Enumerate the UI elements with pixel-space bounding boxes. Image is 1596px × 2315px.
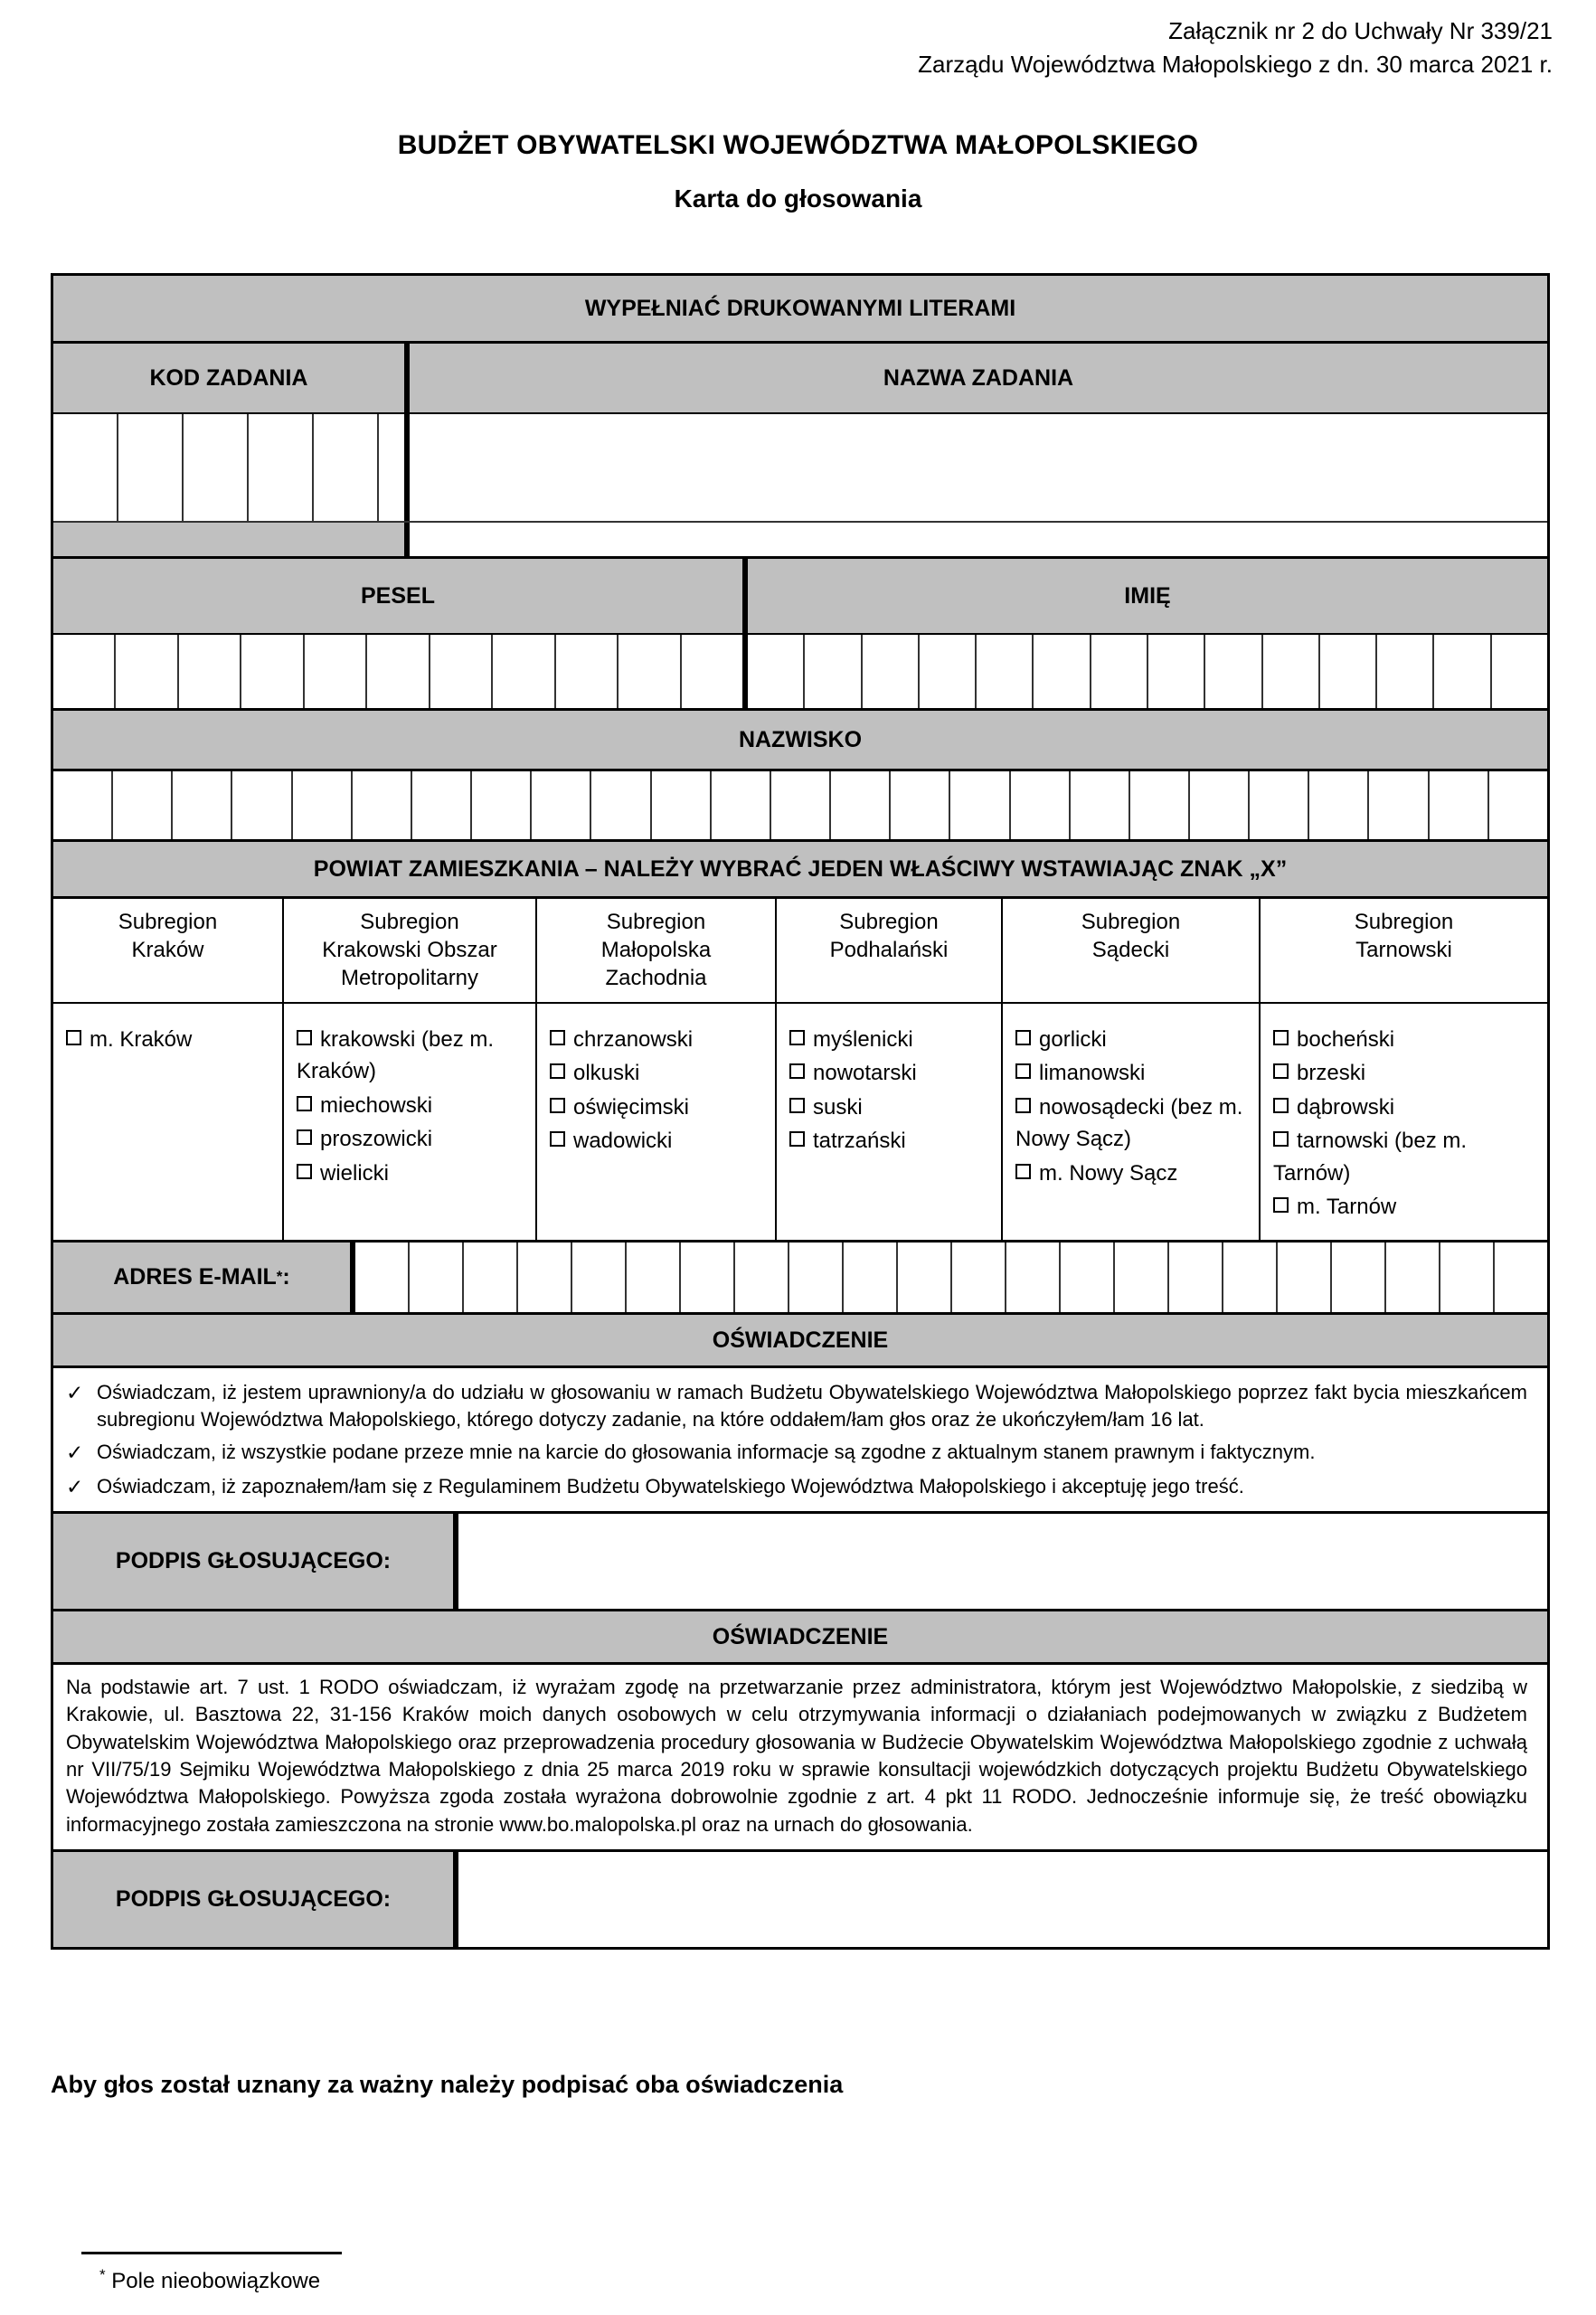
- first-name-box[interactable]: [1034, 635, 1091, 708]
- pesel-box[interactable]: [619, 635, 681, 708]
- first-name-box[interactable]: [863, 635, 920, 708]
- task-code-box[interactable]: [118, 414, 184, 521]
- declaration1-band: OŚWIADCZENIE: [53, 1315, 1547, 1368]
- pesel-label: PESEL: [53, 559, 748, 633]
- subregion-heading-5: [1261, 899, 1547, 1002]
- email-box[interactable]: [789, 1243, 844, 1312]
- first-name-boxes[interactable]: [748, 635, 1547, 708]
- subregion-heading-1: [284, 899, 537, 1002]
- pesel-box[interactable]: [179, 635, 241, 708]
- county-checkbox-label: tarnowski (bez m. Tarnów): [1273, 1129, 1468, 1186]
- county-checkbox-option[interactable]: [66, 1024, 275, 1056]
- county-checkbox-option[interactable]: [789, 1024, 994, 1056]
- first-name-box[interactable]: [1492, 635, 1547, 708]
- email-boxes[interactable]: [355, 1243, 1547, 1312]
- subregion-heading-3: [777, 899, 1003, 1002]
- county-checkbox-option[interactable]: [550, 1091, 768, 1124]
- email-box[interactable]: [1440, 1243, 1495, 1312]
- email-box[interactable]: [1169, 1243, 1223, 1312]
- first-name-box[interactable]: [1320, 635, 1377, 708]
- last-name-box[interactable]: [1011, 771, 1071, 839]
- instruction-band: WYPEŁNIAĆ DRUKOWANYMI LITERAMI: [53, 276, 1547, 344]
- page-title: BUDŻET OBYWATELSKI WOJEWÓDZTWA MAŁOPOLSKIEGO: [397, 130, 1199, 160]
- subregion-heading-line: Zachodnia: [605, 966, 707, 991]
- first-name-box[interactable]: [748, 635, 805, 708]
- footnote-asterisk: *: [99, 2266, 106, 2283]
- checkbox-icon[interactable]: [1273, 1098, 1289, 1113]
- declaration2-signature-label: PODPIS GŁOSUJĄCEGO:: [53, 1852, 458, 1947]
- county-checkbox-option[interactable]: [297, 1123, 528, 1156]
- task-code-filler: [379, 414, 404, 521]
- check-icon: ✓: [66, 1475, 84, 1499]
- task-name-field[interactable]: [410, 414, 1547, 521]
- declaration2-band: OŚWIADCZENIE: [53, 1611, 1547, 1665]
- subregion-options-5: [1261, 1004, 1547, 1240]
- task-code-box[interactable]: [53, 414, 118, 521]
- county-checkbox-label: m. Nowy Sącz: [1039, 1160, 1178, 1186]
- first-name-box[interactable]: [1148, 635, 1205, 708]
- email-box[interactable]: [1332, 1243, 1386, 1312]
- county-checkbox-option[interactable]: [1273, 1057, 1540, 1090]
- declaration-item: [66, 1473, 1527, 1502]
- county-checkbox-label: miechowski: [320, 1092, 433, 1118]
- last-name-box[interactable]: [113, 771, 173, 839]
- county-checkbox-label: nowosądecki (bez m. Nowy Sącz): [1015, 1094, 1243, 1152]
- last-name-box[interactable]: [591, 771, 651, 839]
- county-checkbox-option[interactable]: [1273, 1125, 1540, 1189]
- subregion-heading-0: [53, 899, 284, 1002]
- last-name-box[interactable]: [1369, 771, 1429, 839]
- declaration-item: [66, 1439, 1527, 1468]
- email-box[interactable]: [464, 1243, 518, 1312]
- last-name-box[interactable]: [891, 771, 950, 839]
- email-box[interactable]: [735, 1243, 789, 1312]
- last-name-box[interactable]: [831, 771, 891, 839]
- email-box[interactable]: [844, 1243, 898, 1312]
- county-checkbox-label: m. Kraków: [90, 1026, 193, 1052]
- pesel-box[interactable]: [430, 635, 493, 708]
- voting-form: [51, 273, 1550, 1950]
- checkbox-icon[interactable]: [789, 1030, 805, 1045]
- last-name-box[interactable]: [950, 771, 1010, 839]
- task-row-tail: [53, 521, 1547, 559]
- task-name-field-continued[interactable]: [410, 523, 1547, 556]
- email-box[interactable]: [627, 1243, 681, 1312]
- county-checkbox-option[interactable]: [297, 1024, 528, 1088]
- subregion-heading-line: Subregion: [839, 910, 939, 934]
- subregion-heading-line: Subregion: [360, 910, 459, 934]
- subregion-heading-line: Metropolitarny: [340, 966, 479, 991]
- footnote-divider: [81, 2252, 342, 2254]
- check-icon: ✓: [66, 1380, 84, 1404]
- email-box[interactable]: [952, 1243, 1006, 1312]
- checkbox-icon[interactable]: [1015, 1030, 1031, 1045]
- last-name-box[interactable]: [1071, 771, 1130, 839]
- county-checkbox-label: proszowicki: [320, 1127, 433, 1152]
- email-box[interactable]: [572, 1243, 627, 1312]
- last-name-box[interactable]: [712, 771, 771, 839]
- email-label-colon: :: [282, 1263, 290, 1290]
- subregion-options-row: [53, 1004, 1547, 1243]
- email-box[interactable]: [1386, 1243, 1440, 1312]
- email-box[interactable]: [898, 1243, 952, 1312]
- title-block: [0, 130, 1596, 213]
- declaration1-body: [53, 1368, 1547, 1514]
- county-checkbox-option[interactable]: [1015, 1057, 1251, 1090]
- county-checkbox-label: krakowski (bez m. Kraków): [297, 1026, 495, 1084]
- county-checkbox-option[interactable]: [297, 1158, 528, 1190]
- declaration2-signature-row: [53, 1852, 1547, 1950]
- identity-input-row: [53, 635, 1547, 711]
- last-name-box[interactable]: [652, 771, 712, 839]
- county-checkbox-label: wadowicki: [573, 1129, 673, 1154]
- county-checkbox-label: wielicki: [320, 1160, 390, 1186]
- subregion-heading-line: Kraków: [131, 938, 204, 963]
- first-name-box[interactable]: [1263, 635, 1320, 708]
- checkbox-icon[interactable]: [550, 1131, 565, 1147]
- footnote-text: Pole nieobowiązkowe: [105, 2269, 321, 2293]
- subregion-options-2: [537, 1004, 777, 1240]
- email-label-text: ADRES E-MAIL: [113, 1263, 277, 1290]
- county-checkbox-label: gorlicki: [1039, 1026, 1107, 1052]
- county-checkbox-label: olkuski: [573, 1061, 640, 1086]
- first-name-box[interactable]: [1434, 635, 1491, 708]
- county-checkbox-option[interactable]: [1273, 1024, 1540, 1056]
- declaration-item-text: Oświadczam, iż zapoznałem/łam się z Regulaminem Budżetu Obywatelskiego Województwa Małopolskiego i akceptuję jego treść.: [97, 1475, 1244, 1498]
- email-box[interactable]: [1278, 1243, 1332, 1312]
- declaration2-body: Na podstawie art. 7 ust. 1 RODO oświadczam, iż wyrażam zgodę na przetwarzanie przez administratora, którym jest Województwo Małopolskie, z siedzibą w Krakowie, ul. Basztowa 22, 31-156 Kraków moich danych osobowych w celu otrzymywania informacji o działaniach podejmowanych w związku z Budżetem Obywatelskim Województwa Małopolskiego oraz przeprowadzenia procedury głosowania w Budżecie Obywatelskim Województwa Małopolskiego zgodnie z uchwałą nr VII/75/19 Sejmiku Województwa Małopolskiego z dnia 25 marca 2019 roku w sprawie konsultacji wojewódzkich dotyczących projektu Budżetu Obywatelskiego Województwa Małopolskiego. Powyższa zgoda została wyrażona dobrowolnie zgodnie z art. 4 pkt 11 RODO. Jednocześnie informuje się, że treść obowiązku informacyjnego została zamieszczona na stronie www.bo.malopolska.pl oraz na urnach do głosowania.: [53, 1665, 1547, 1852]
- email-label: [53, 1243, 355, 1312]
- county-checkbox-option[interactable]: [1273, 1091, 1540, 1124]
- county-checkbox-option[interactable]: [789, 1125, 994, 1158]
- checkbox-icon[interactable]: [1015, 1098, 1031, 1113]
- last-name-box[interactable]: [532, 771, 591, 839]
- first-name-box[interactable]: [1377, 635, 1434, 708]
- email-row: [53, 1243, 1547, 1315]
- subregion-options-3: [777, 1004, 1003, 1240]
- checkbox-icon[interactable]: [1273, 1063, 1289, 1079]
- subregion-heading-line: Krakowski Obszar: [322, 938, 497, 963]
- task-header-row: [53, 344, 1547, 414]
- last-name-box[interactable]: [1190, 771, 1250, 839]
- county-checkbox-label: nowotarski: [813, 1061, 917, 1086]
- subregion-heading-line: Subregion: [1081, 910, 1181, 934]
- county-checkbox-option[interactable]: [1015, 1091, 1251, 1156]
- first-name-box[interactable]: [805, 635, 862, 708]
- subregion-options-4: [1003, 1004, 1261, 1240]
- checkbox-icon[interactable]: [66, 1030, 81, 1045]
- pesel-box[interactable]: [53, 635, 116, 708]
- subregion-heading-line: Podhalański: [829, 938, 949, 963]
- identity-header-row: [53, 559, 1547, 635]
- task-code-box[interactable]: [184, 414, 249, 521]
- checkbox-icon[interactable]: [297, 1164, 312, 1179]
- declaration1-signature-row: [53, 1514, 1547, 1611]
- task-input-row: [53, 414, 1547, 521]
- first-name-label: IMIĘ: [1124, 582, 1171, 609]
- subregion-heading-line: Subregion: [606, 910, 706, 934]
- checkbox-icon[interactable]: [1273, 1030, 1289, 1045]
- declaration-item-text: Oświadczam, iż jestem uprawniony/a do udziału w głosowaniu w ramach Budżetu Obywatelskiego Województwa Małopolskiego poprzez fakt bycia mieszkańcem subregionu Województwa Małopolskiego, którego dotyczy zadanie, na które oddałem/łam głos oraz że ukończyłem/łam 16 lat.: [97, 1380, 1527, 1432]
- document-reference: [918, 14, 1553, 81]
- first-name-box[interactable]: [1091, 635, 1148, 708]
- checkbox-icon[interactable]: [297, 1129, 312, 1145]
- pesel-box[interactable]: [367, 635, 430, 708]
- document-reference-line1: Załącznik nr 2 do Uchwały Nr 339/21: [1168, 17, 1553, 44]
- checkbox-icon[interactable]: [789, 1063, 805, 1079]
- last-name-box[interactable]: [293, 771, 353, 839]
- pesel-box[interactable]: [682, 635, 742, 708]
- first-name-box[interactable]: [920, 635, 977, 708]
- checkbox-icon[interactable]: [297, 1030, 312, 1045]
- declaration1-signature-field[interactable]: [458, 1514, 1547, 1609]
- first-name-box[interactable]: [1205, 635, 1262, 708]
- subregion-heading-line: Subregion: [118, 910, 218, 934]
- email-box[interactable]: [1061, 1243, 1115, 1312]
- subregion-heading-2: [537, 899, 777, 1002]
- county-checkbox-option[interactable]: [789, 1057, 994, 1090]
- last-name-label: NAZWISKO: [53, 711, 1547, 771]
- subregion-heading-line: Subregion: [1354, 910, 1454, 934]
- page-subtitle: Karta do głosowania: [674, 184, 922, 213]
- last-name-box[interactable]: [53, 771, 113, 839]
- county-checkbox-option[interactable]: [550, 1057, 768, 1090]
- pesel-box[interactable]: [305, 635, 367, 708]
- checkbox-icon[interactable]: [789, 1131, 805, 1147]
- checkbox-icon[interactable]: [1015, 1063, 1031, 1079]
- email-box[interactable]: [1006, 1243, 1061, 1312]
- county-checkbox-label: m. Tarnów: [1297, 1195, 1397, 1220]
- county-checkbox-option[interactable]: [550, 1125, 768, 1158]
- email-label-asterisk: *: [276, 1268, 283, 1286]
- county-checkbox-label: brzeski: [1297, 1061, 1366, 1086]
- checkbox-icon[interactable]: [1273, 1197, 1289, 1213]
- email-box[interactable]: [355, 1243, 410, 1312]
- county-checkbox-label: limanowski: [1039, 1061, 1146, 1086]
- pesel-boxes[interactable]: [53, 635, 748, 708]
- county-checkbox-label: chrzanowski: [573, 1026, 694, 1052]
- declaration1-signature-label: PODPIS GŁOSUJĄCEGO:: [53, 1514, 458, 1609]
- county-band: POWIAT ZAMIESZKANIA – NALEŻY WYBRAĆ JEDEN WŁAŚCIWY WSTAWIAJĄC ZNAK „X”: [53, 842, 1547, 899]
- subregion-heading-line: Tarnowski: [1355, 938, 1452, 963]
- county-checkbox-option[interactable]: [297, 1090, 528, 1122]
- last-name-box[interactable]: [1489, 771, 1547, 839]
- checkbox-icon[interactable]: [550, 1063, 565, 1079]
- subregion-heading-4: [1003, 899, 1261, 1002]
- last-name-box[interactable]: [173, 771, 232, 839]
- pesel-box[interactable]: [556, 635, 619, 708]
- county-checkbox-option[interactable]: [1273, 1191, 1540, 1224]
- last-name-box[interactable]: [353, 771, 412, 839]
- declaration-item-text: Oświadczam, iż wszystkie podane przeze mnie na karcie do głosowania informacje są zgodne z aktualnym stanem prawnym i faktycznym.: [97, 1441, 1316, 1464]
- subregion-heading-line: Sądecki: [1091, 938, 1170, 963]
- county-checkbox-label: myślenicki: [813, 1026, 913, 1052]
- footnote: [99, 2266, 320, 2294]
- pesel-box[interactable]: [116, 635, 178, 708]
- task-code-boxes[interactable]: [53, 414, 404, 521]
- email-box[interactable]: [1223, 1243, 1278, 1312]
- task-code-tail-shade: [53, 523, 410, 556]
- subregion-options-1: [284, 1004, 537, 1240]
- county-checkbox-label: tatrzański: [813, 1129, 906, 1154]
- county-checkbox-option[interactable]: [1015, 1158, 1251, 1190]
- task-code-box[interactable]: [314, 414, 379, 521]
- checkbox-icon[interactable]: [1273, 1131, 1289, 1147]
- email-box[interactable]: [410, 1243, 464, 1312]
- checkbox-icon[interactable]: [297, 1096, 312, 1111]
- county-checkbox-label: suski: [813, 1094, 863, 1120]
- pesel-box[interactable]: [241, 635, 304, 708]
- subregion-heading-row: [53, 899, 1547, 1004]
- last-name-box[interactable]: [412, 771, 472, 839]
- county-checkbox-label: bocheński: [1297, 1026, 1395, 1052]
- last-name-box[interactable]: [232, 771, 292, 839]
- county-checkbox-label: oświęcimski: [573, 1094, 690, 1120]
- county-checkbox-option[interactable]: [1015, 1024, 1251, 1056]
- task-code-label: KOD ZADANIA: [53, 344, 410, 412]
- email-box[interactable]: [1115, 1243, 1169, 1312]
- county-checkbox-option[interactable]: [550, 1024, 768, 1056]
- checkbox-icon[interactable]: [1015, 1164, 1031, 1179]
- checkbox-icon[interactable]: [550, 1098, 565, 1113]
- last-name-box[interactable]: [1430, 771, 1489, 839]
- last-name-boxes[interactable]: [53, 771, 1547, 842]
- declaration2-signature-field[interactable]: [458, 1852, 1547, 1947]
- task-code-field[interactable]: [53, 414, 410, 521]
- document-reference-line2: Zarządu Województwa Małopolskiego z dn. 30 marca 2021 r.: [918, 50, 1553, 78]
- subregion-heading-line: Małopolska: [600, 938, 712, 963]
- pesel-box[interactable]: [493, 635, 555, 708]
- check-icon: ✓: [66, 1441, 84, 1465]
- first-name-box[interactable]: [977, 635, 1034, 708]
- checkbox-icon[interactable]: [789, 1098, 805, 1113]
- checkbox-icon[interactable]: [550, 1030, 565, 1045]
- last-name-box[interactable]: [1130, 771, 1190, 839]
- email-box[interactable]: [518, 1243, 572, 1312]
- last-name-box[interactable]: [472, 771, 532, 839]
- validity-note: Aby głos został uznany za ważny należy podpisać oba oświadczenia: [51, 2071, 844, 2098]
- last-name-box[interactable]: [771, 771, 831, 839]
- last-name-box[interactable]: [1250, 771, 1309, 839]
- declaration-item: [66, 1379, 1527, 1434]
- email-box[interactable]: [1495, 1243, 1547, 1312]
- email-box[interactable]: [681, 1243, 735, 1312]
- task-code-box[interactable]: [249, 414, 314, 521]
- county-checkbox-option[interactable]: [789, 1091, 994, 1124]
- task-name-label: NAZWA ZADANIA: [883, 364, 1074, 391]
- subregion-options-0: [53, 1004, 284, 1240]
- last-name-box[interactable]: [1309, 771, 1369, 839]
- county-checkbox-label: dąbrowski: [1297, 1094, 1395, 1120]
